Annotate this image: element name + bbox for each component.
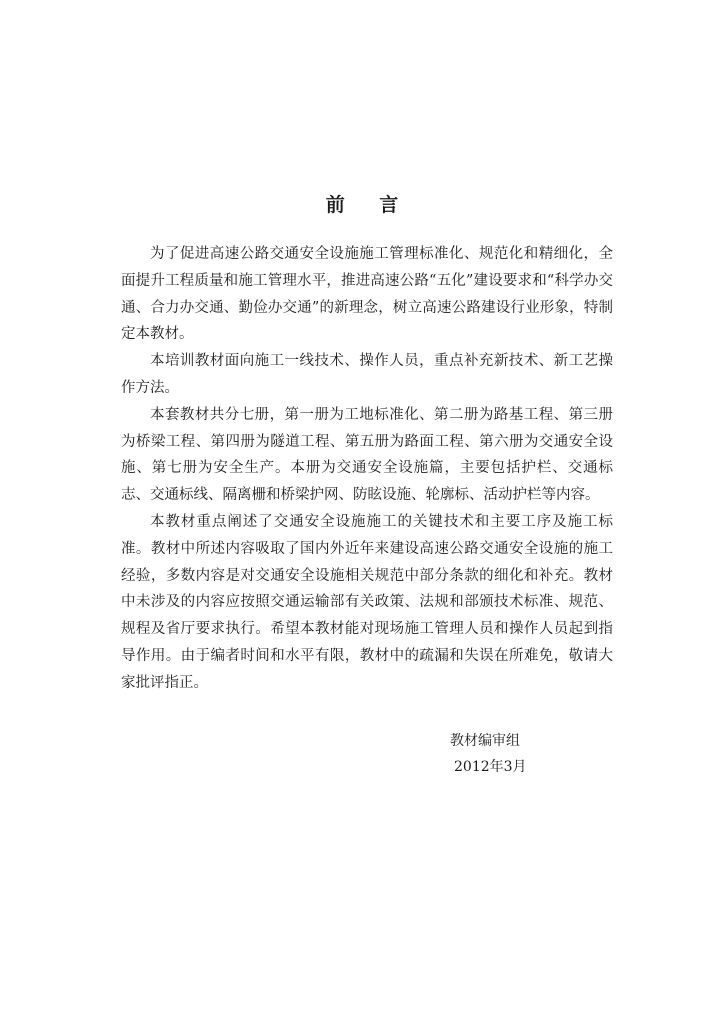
paragraph-volumes: 本套教材共分七册，第一册为工地标准化、第二册为路基工程、第三册为桥梁工程、第四册为隧道工程、第五册为路面工程、第六册为交通安全设施、第七册为安全生产。本册为交通安全设施篇，主要包括护栏、交通标志、交通标线、隔离栅和桥梁护网、防眩设施、轮廓标、活动护栏等内容。 [121, 406, 613, 504]
preface-body [121, 241, 613, 697]
page-title: 前 言 [325, 194, 413, 216]
signature-author: 教材编审组 [450, 733, 520, 749]
signature-date: 2012年3月 [454, 759, 527, 775]
paragraph-audience: 本培训教材面向施工一线技术、操作人员，重点补充新技术、新工艺操作方法。 [121, 353, 613, 396]
signature-block [450, 728, 527, 780]
paragraph-scope: 本教材重点阐述了交通安全设施施工的关键技术和主要工序及施工标准。教材中所述内容吸取了国内外近年来建设高速公路交通安全设施的施工经验，多数内容是对交通安全设施相关规范中部分条款的细化和补充。教材中未涉及的内容应按照交通运输部有关政策、法规和部颁技术标准、规范、规程及省厅要求执行。希望本教材能对现场施工管理人员和操作人员起到指导作用。由于编者时间和水平有限，教材中的疏漏和失误在所难免，敬请大家批评指正。 [121, 513, 613, 691]
paragraph-purpose: 为了促进高速公路交通安全设施施工管理标准化、规范化和精细化，全面提升工程质量和施工管理水平，推进高速公路“五化”建设要求和“科学办交通、合力办交通、勤俭办交通”的新理念，树立高速公路建设行业形象，特制定本教材。 [121, 246, 613, 343]
